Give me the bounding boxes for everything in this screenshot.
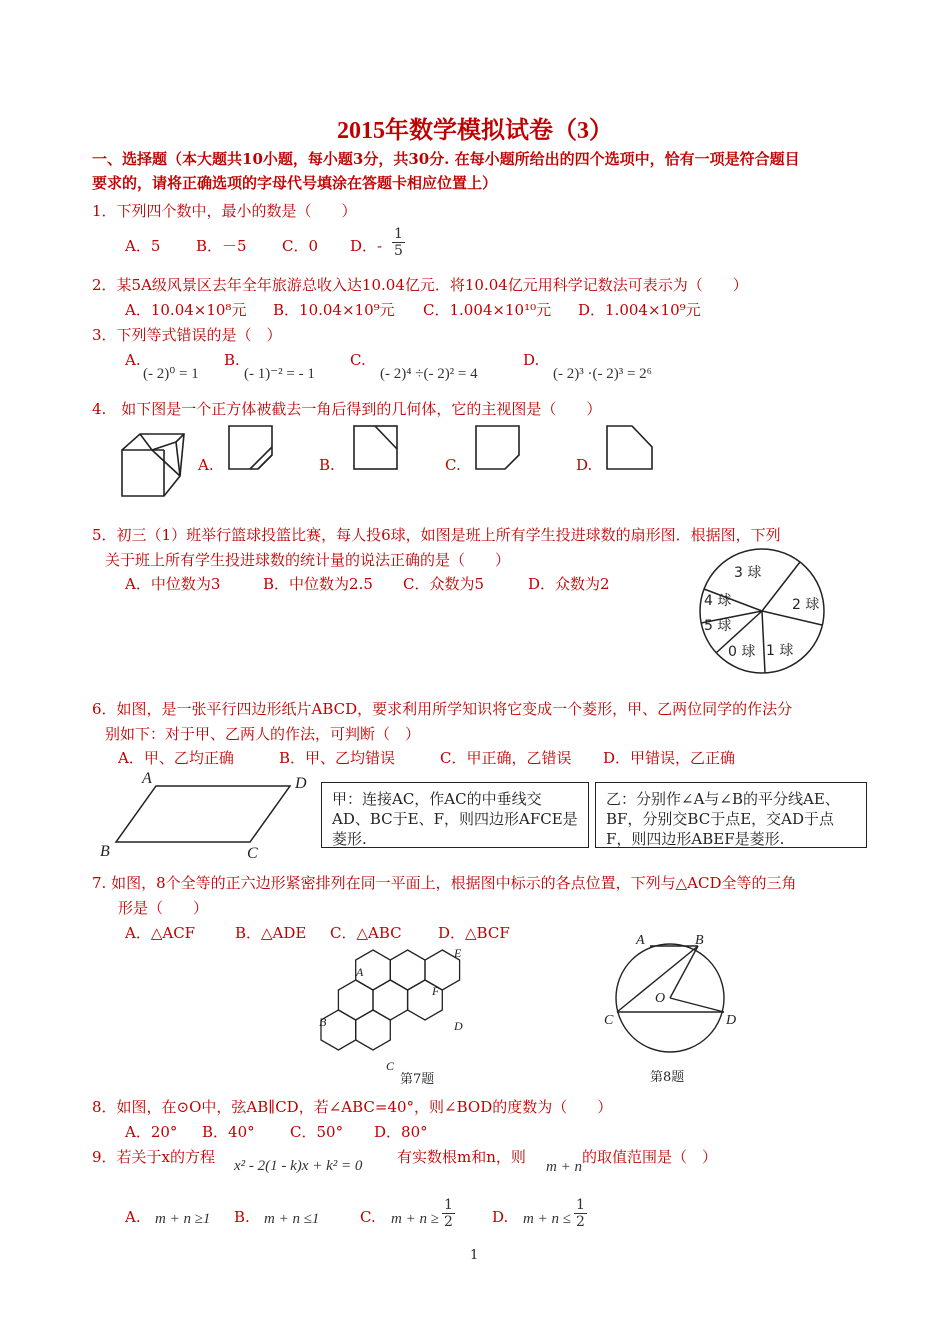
q4-option-b-figure — [353, 425, 399, 471]
q9-fraction-c-denominator: 2 — [444, 1214, 453, 1230]
q8-option-c: C．50° — [290, 1123, 344, 1141]
q1-option-c: C．0 — [282, 237, 319, 255]
q5-option-a: A．中位数为3 — [125, 575, 221, 593]
q5-option-b: B．中位数为2.5 — [263, 575, 373, 593]
q5-stem-line1: 5．初三（1）班举行篮球投篮比赛，每人投6球，如图是班上所有学生投进球数的扇形图．根据图，下列 — [92, 526, 781, 544]
q4-option-d: D. — [576, 456, 593, 474]
q3-option-b: B. — [224, 351, 240, 369]
q4-option-c-figure — [475, 425, 521, 471]
q9-expr-b: m + n ≤1 — [264, 1211, 320, 1227]
q2-option-c: C．1.004×10¹⁰元 — [423, 301, 552, 319]
q9-fraction-d — [574, 1197, 587, 1230]
hexagon — [390, 950, 425, 990]
q9-option-a: A. — [125, 1208, 141, 1226]
q6-option-b: B．甲、乙均错误 — [279, 749, 396, 767]
q5-option-c: C．众数为5 — [403, 575, 485, 593]
q6-point-c: C — [247, 845, 258, 862]
q6-option-d: D．甲错误，乙正确 — [603, 749, 736, 767]
q4-solid-figure — [118, 432, 188, 500]
q4-option-a-figure — [228, 425, 274, 471]
q6-point-a: A — [142, 770, 152, 787]
q3-stem: 3．下列等式错误的是（ ） — [92, 326, 282, 344]
q7-option-c: C．△ABC — [330, 924, 402, 942]
q4-option-c: C. — [445, 456, 461, 474]
q7-stem-line2: 形是（ ） — [118, 899, 209, 917]
q1-option-b: B．－5 — [196, 237, 247, 255]
q9-expr-c: m + n ≥ — [391, 1211, 439, 1227]
pie-label-0: 0 球 — [728, 644, 756, 660]
q8-point-o: O — [655, 991, 666, 1006]
q6-parallelogram — [98, 768, 318, 863]
q7-option-a: A．△ACF — [125, 924, 196, 942]
q4-option-b: B. — [319, 456, 335, 474]
q9-expr: m + n — [546, 1159, 582, 1175]
q1-stem: 1．下列四个数中，最小的数是（ ） — [92, 202, 357, 220]
q5-stem-line2: 关于班上所有学生投进球数的统计量的说法正确的是（ ） — [105, 551, 511, 569]
q6-box-jia: 甲：连接AC，作AC的中垂线交AD、BC于E、F，则四边形AFCE是菱形. — [321, 782, 589, 848]
q1-option-a: A．5 — [125, 237, 161, 255]
q8-caption: 第8题 — [650, 1070, 685, 1085]
q6-point-d: D — [295, 775, 307, 792]
q8-stem: 8．如图，在⊙O中，弦AB∥CD，若∠ABC=40°，则∠BOD的度数为（ ） — [92, 1098, 613, 1116]
q2-stem: 2．某5A级风景区去年全年旅游总收入达10.04亿元．将10.04亿元用科学记数法可表示为（ ） — [92, 276, 748, 294]
page-number: 1 — [470, 1248, 479, 1263]
q9-expr-d: m + n ≤ — [523, 1211, 571, 1227]
q9-option-b: B. — [234, 1208, 250, 1226]
q8-option-b: B．40° — [202, 1123, 255, 1141]
q7-point-b: B — [319, 1015, 327, 1029]
q8-point-b: B — [695, 933, 704, 948]
pie-label-5: 5 球 — [704, 618, 732, 634]
pie-label-4: 4 球 — [704, 593, 732, 609]
q4-option-a: A. — [198, 456, 214, 474]
q2-option-b: B．10.04×10⁹元 — [273, 301, 395, 319]
q9-equation: x² - 2(1 - k)x + k² = 0 — [234, 1158, 363, 1174]
hexagon — [373, 980, 408, 1020]
q5-pie-chart — [698, 547, 828, 677]
q9-fraction-d-denominator: 2 — [576, 1214, 585, 1230]
q9-fraction-c — [442, 1197, 455, 1230]
q7-option-b: B．△ADE — [235, 924, 307, 942]
q7-caption: 第7题 — [400, 1072, 435, 1087]
section-header-line2: 要求的，请将正确选项的字母代号填涂在答题卡相应位置上） — [92, 174, 498, 192]
q7-point-f: F — [432, 984, 440, 998]
q6-option-c: C．甲正确，乙错误 — [440, 749, 572, 767]
q6-point-b: B — [100, 843, 110, 860]
q8-circle-figure — [600, 932, 750, 1062]
q3-option-c: C. — [350, 351, 366, 369]
q9-fraction-c-numerator: 1 — [444, 1197, 453, 1213]
q8-point-a: A — [636, 933, 645, 948]
q1-fraction — [392, 226, 405, 259]
q1-fraction-denominator: 5 — [394, 243, 403, 259]
q3-option-a: A. — [125, 351, 141, 369]
q6-box-yi: 乙：分别作∠A与∠B的平分线AE、BF，分别交BC于点E，交AD于点F，则四边形ABEF是菱形. — [595, 782, 867, 848]
q9-stem-c: 的取值范围是（ ） — [582, 1148, 718, 1166]
q7-point-d: D — [454, 1019, 463, 1033]
q2-option-d: D．1.004×10⁹元 — [578, 301, 701, 319]
q3-expr-c: (- 2)⁴ ÷(- 2)² = 4 — [380, 366, 478, 382]
q9-expr-a: m + n ≥1 — [155, 1211, 211, 1227]
q7-stem-line1: 7. 如图，8个全等的正六边形紧密排列在同一平面上，根据图中标示的各点位置，下列与△ACD全等的三角 — [92, 874, 797, 892]
q6-option-a: A．甲、乙均正确 — [118, 749, 234, 767]
q8-point-c: C — [604, 1013, 614, 1028]
q9-stem-b: 有实数根m和n，则 — [397, 1148, 526, 1166]
q4-stem: 4. 如下图是一个正方体被截去一角后得到的几何体，它的主视图是（ ） — [92, 400, 602, 418]
q7-hexagon-figure — [318, 940, 488, 1075]
q7-option-d: D．△BCF — [438, 924, 510, 942]
q7-point-a: A — [356, 965, 364, 979]
section-header-line1: 一、选择题（本大题共10小题，每小题3分，共30分. 在每小题所给出的四个选项中，恰有一项是符合题目 — [92, 150, 800, 168]
q3-expr-a: (- 2)⁰ = 1 — [143, 366, 199, 382]
hexagon — [356, 1010, 391, 1050]
q6-stem-line2: 别如下：对于甲、乙两人的作法，可判断（ ） — [105, 725, 421, 743]
q9-fraction-d-numerator: 1 — [576, 1197, 585, 1213]
pie-label-1: 1 球 — [766, 643, 794, 659]
q8-option-a: A．20° — [125, 1123, 178, 1141]
q3-expr-b: (- 1)⁻² = - 1 — [244, 366, 315, 382]
q8-point-d: D — [726, 1013, 737, 1028]
page-title: 2015年数学模拟试卷（3） — [337, 118, 613, 144]
q7-point-e: E — [454, 946, 462, 960]
q9-option-c: C. — [360, 1208, 376, 1226]
q1-option-d: D．- — [350, 237, 383, 255]
q2-option-a: A．10.04×10⁸元 — [125, 301, 247, 319]
hexagon — [338, 980, 373, 1020]
pie-label-3: 3 球 — [734, 565, 762, 581]
q1-fraction-numerator: 1 — [394, 226, 403, 242]
q9-option-d: D. — [492, 1208, 509, 1226]
q4-option-d-figure — [606, 425, 654, 471]
q5-option-d: D．众数为2 — [528, 575, 610, 593]
q9-stem-a: 9．若关于x的方程 — [92, 1148, 216, 1166]
q3-option-d: D. — [523, 351, 540, 369]
pie-label-2: 2 球 — [792, 597, 820, 613]
q7-point-c: C — [386, 1059, 395, 1073]
q6-stem-line1: 6．如图，是一张平行四边形纸片ABCD，要求利用所学知识将它变成一个菱形，甲、乙两位同学的作法分 — [92, 700, 793, 718]
q3-expr-d: (- 2)³ ·(- 2)³ = 2⁶ — [553, 366, 652, 382]
q8-option-d: D．80° — [374, 1123, 428, 1141]
